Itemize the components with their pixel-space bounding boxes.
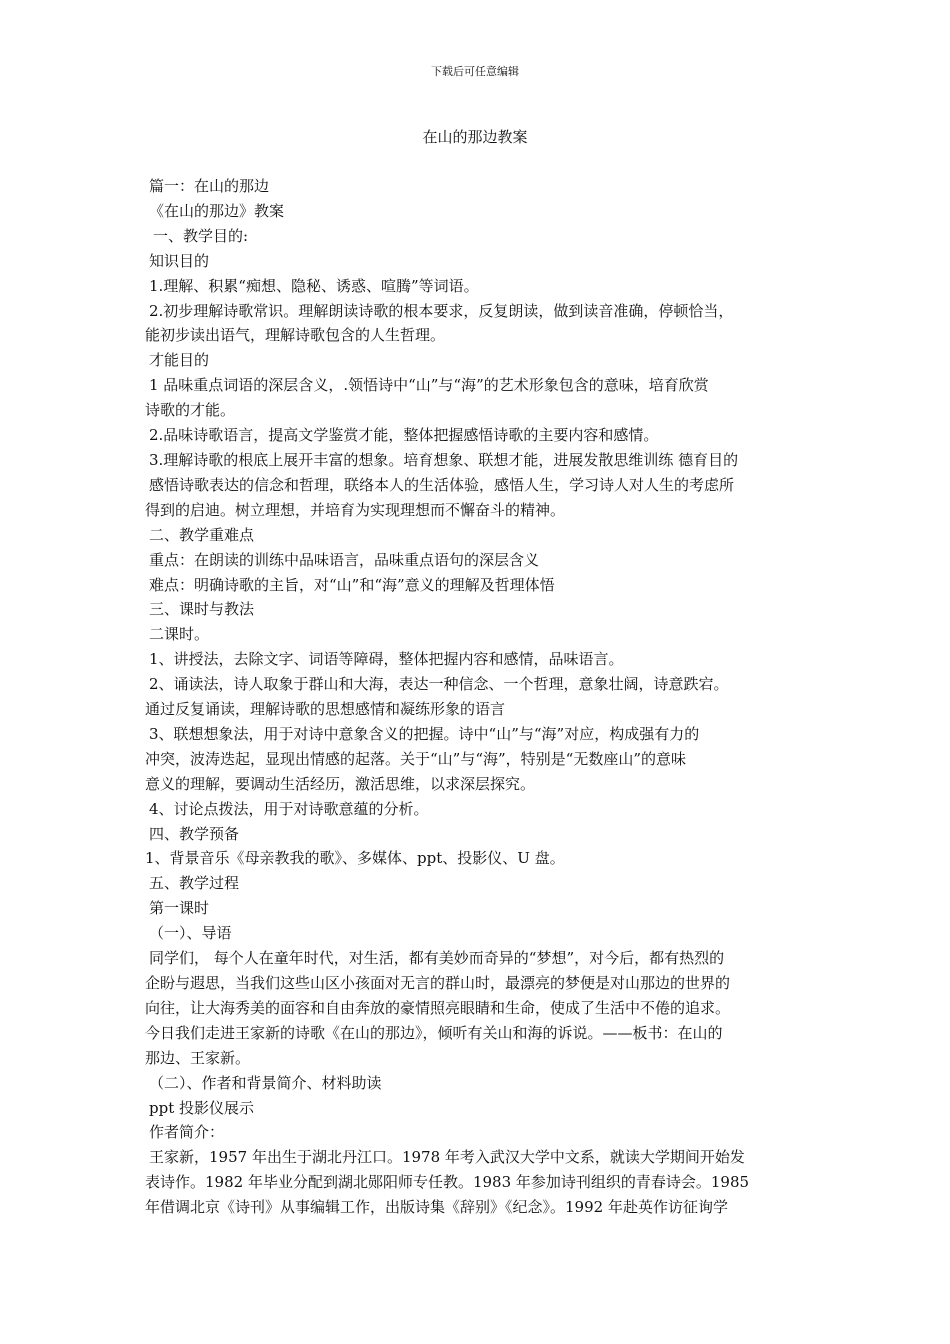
text-line: 五、教学过程 <box>149 874 240 893</box>
text-line: 3、联想想象法，用于对诗中意象含义的把握。诗中“山”与“海”对应，构成强有力的 <box>149 724 700 743</box>
text-line: 感悟诗歌表达的信念和哲理，联络本人的生活体验，感悟人生，学习诗人对人生的考虑所 <box>149 475 735 494</box>
text-line: 今日我们走进王家新的诗歌《在山的那边》，倾听有关山和海的诉说。——板书：在山的 <box>145 1023 723 1042</box>
text-line: 知识目的 <box>149 251 210 270</box>
text-line: 篇一：在山的那边 <box>149 177 270 195</box>
text-line: 1.理解、积累“痴想、隐秘、诱惑、喧腾”等词语。 <box>149 276 479 295</box>
text-line: （一）、导语 <box>149 924 232 943</box>
text-line: 2.品味诗歌语言，提高文学鉴赏才能，整体把握感悟诗歌的主要内容和感情。 <box>149 426 659 445</box>
text-line: 表诗作。1982 年毕业分配到湖北郧阳师专任教。1983 年参加诗刊组织的青春诗会。1985 <box>145 1173 750 1192</box>
text-line: 3.理解诗歌的根底上展开丰富的想象。培育想象、联想才能，进展发散思维训练 德育目的 <box>149 450 739 469</box>
text-line: 三、课时与教法 <box>149 600 255 619</box>
text-line: 二课时。 <box>149 625 210 644</box>
text-line: 2.初步理解诗歌常识。理解朗读诗歌的根本要求，反复朗读，做到读音准确，停顿恰当， <box>149 301 734 320</box>
text-line: 1、背景音乐《母亲教我的歌》、多媒体、ppt、投影仪、U 盘。 <box>145 849 565 868</box>
text-line: 4、讨论点拨法，用于对诗歌意蕴的分析。 <box>149 799 429 818</box>
text-line: 重点：在朗读的训练中品味语言，品味重点语句的深层含义 <box>149 550 540 569</box>
text-line: （二）、作者和背景简介、材料助读 <box>149 1073 382 1092</box>
text-line: 向往，让大海秀美的面容和自由奔放的豪情照亮眼睛和生命，使成了生活中不倦的追求。 <box>145 998 731 1017</box>
page-header-note: 下载后可任意编辑 <box>431 65 519 78</box>
text-line: 同学们， 每个人在童年时代，对生活，都有美妙而奇异的“梦想”，对今后，都有热烈的 <box>149 949 725 968</box>
text-line: 冲突，波涛迭起，显现出情感的起落。关于“山”与“海”，特别是“无数座山”的意味 <box>145 749 687 768</box>
text-line: 才能目的 <box>149 351 210 370</box>
text-line: 二、教学重难点 <box>149 525 255 544</box>
text-line: 年借调北京《诗刊》从事编辑工作，出版诗集《辞别》《纪念》。1992 年赴英作访征询学 <box>145 1198 728 1217</box>
text-line: 王家新，1957 年出生于湖北丹江口。1978 年考入武汉大学中文系，就读大学期间开始发 <box>149 1148 745 1167</box>
document-title: 在山的那边教案 <box>422 128 528 146</box>
text-line: ppt 投影仪展示 <box>149 1098 255 1117</box>
text-line: 意义的理解，要调动生活经历，激活思维，以求深层探究。 <box>145 774 536 793</box>
text-line: 四、教学预备 <box>149 824 240 843</box>
text-line: 难点：明确诗歌的主旨，对“山”和“海”意义的理解及哲理体悟 <box>149 575 555 594</box>
text-line: 《在山的那边》教案 <box>149 201 285 220</box>
text-line: 能初步读出语气，理解诗歌包含的人生哲理。 <box>145 326 446 345</box>
text-line: 1 品味重点词语的深层含义，.领悟诗中“山”与“海”的艺术形象包含的意味，培育欣赏 <box>149 376 709 395</box>
text-line: 第一课时 <box>149 899 210 918</box>
text-line: 1、讲授法，去除文字、词语等障碍，整体把握内容和感情，品味语言。 <box>149 650 624 669</box>
text-line: 企盼与遐思，当我们这些山区小孩面对无言的群山时，最漂亮的梦便是对山那边的世界的 <box>145 974 731 992</box>
text-line: 通过反复诵读，理解诗歌的思想感情和凝练形象的语言 <box>145 700 506 719</box>
text-line: 那边、王家新。 <box>145 1048 251 1067</box>
text-line: 2、诵读法，诗人取象于群山和大海，表达一种信念、一个哲理，意象壮阔，诗意跌宕。 <box>149 675 729 694</box>
text-line: 得到的启迪。树立理想，并培育为实现理想而不懈奋斗的精神。 <box>145 500 566 519</box>
text-line: 诗歌的才能。 <box>145 401 236 420</box>
text-line: 作者简介： <box>149 1123 225 1142</box>
text-line: 一、教学目的: <box>153 226 249 245</box>
document-body <box>145 174 807 1220</box>
